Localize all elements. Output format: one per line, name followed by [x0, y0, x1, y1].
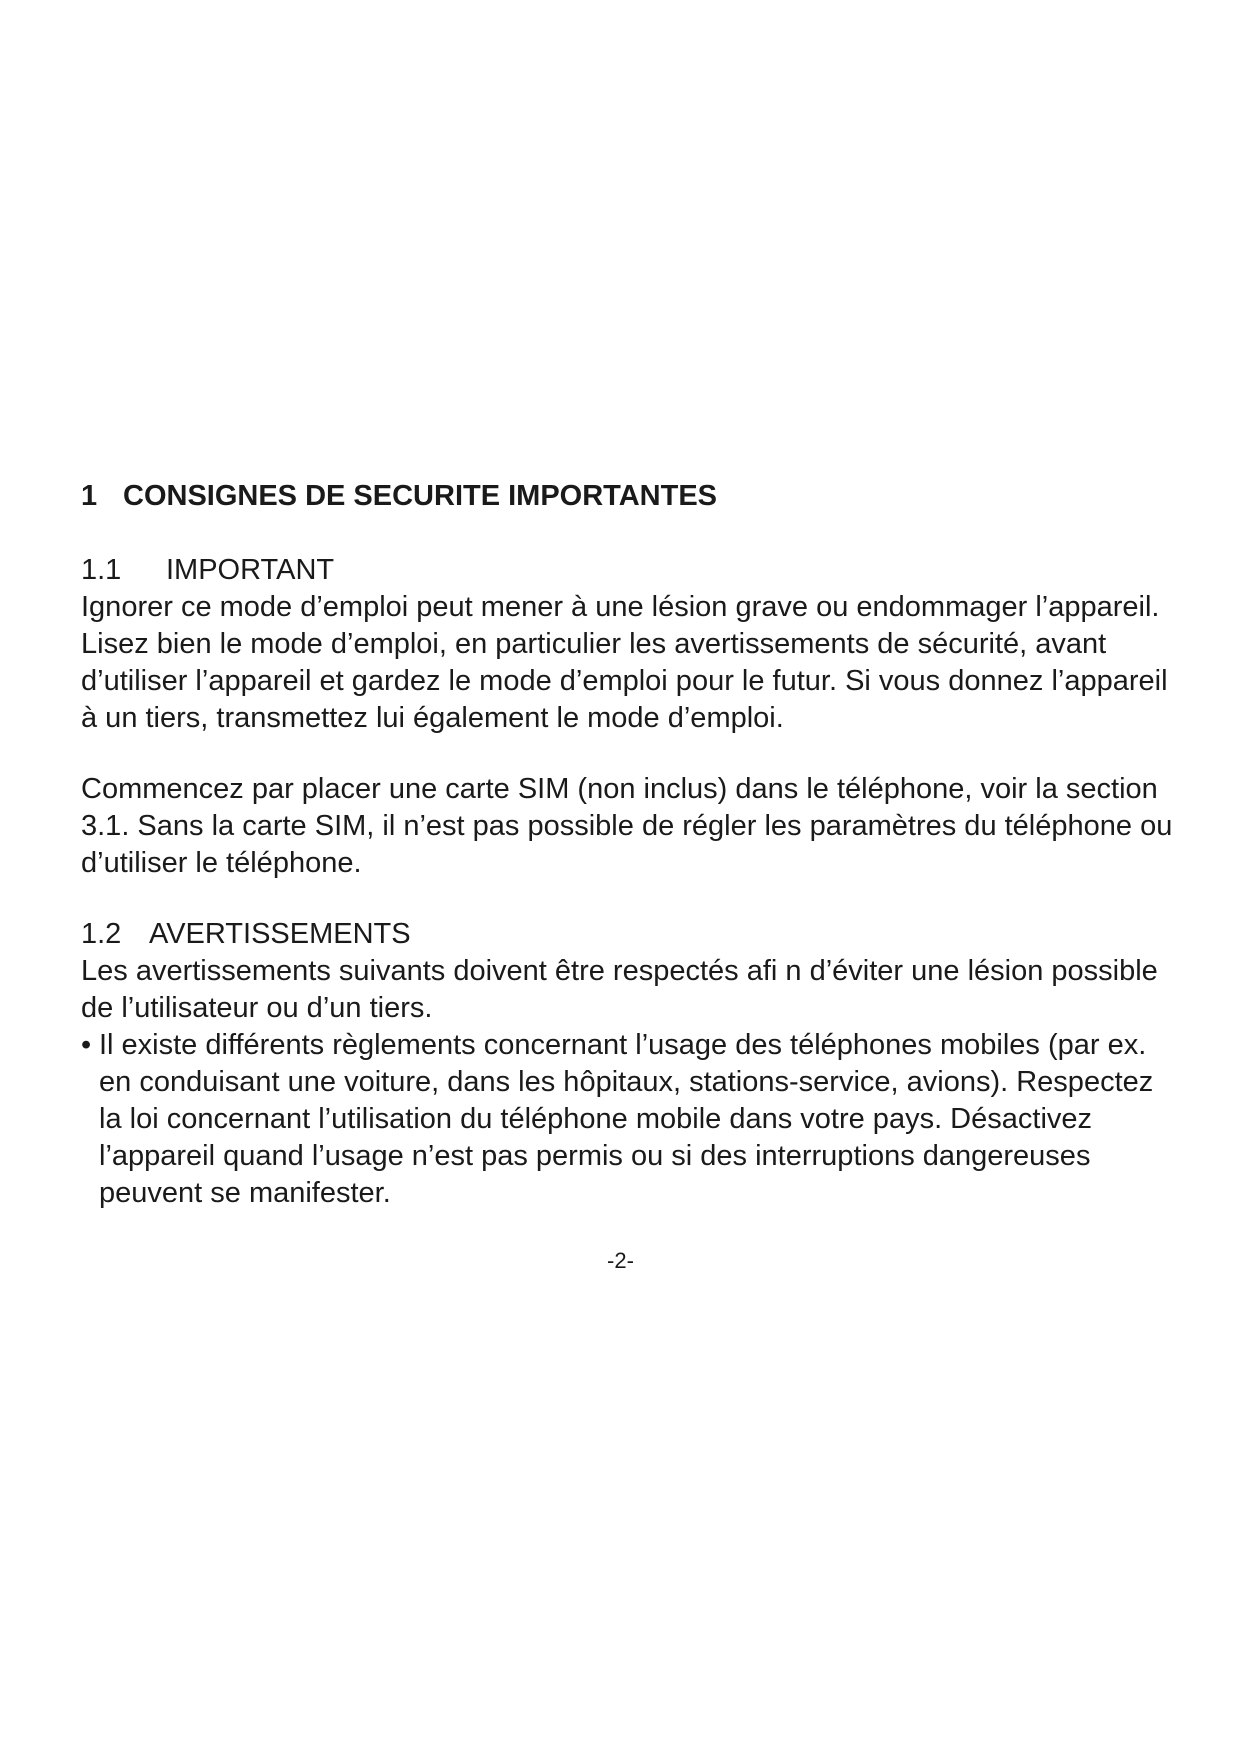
- warning-list-item: [81, 1027, 1181, 1212]
- chapter-heading: [81, 478, 1181, 515]
- section-1-1-paragraph-1: Ignorer ce mode d’emploi peut mener à une lésion grave ou endommager l’appareil. Lisez bien le mode d’emploi, en particulier les avertissements de sécurité, avant d’utiliser l’appareil et gardez le mode d’emploi pour le futur. Si vous donnez l’appareil à un tiers, transmettez lui également le mode d’emploi.: [81, 591, 1168, 734]
- section-1-1-title: IMPORTANT: [166, 554, 335, 586]
- bullet-symbol: •: [81, 1029, 92, 1061]
- section-1-2-number: 1.2: [81, 918, 122, 950]
- section-1-1-heading: [81, 552, 1181, 589]
- page-content: [81, 478, 1181, 1212]
- section-1-2-intro: Les avertissements suivants doivent être respectés afi n d’éviter une lésion possible de l’utilisateur ou d’un tiers.: [81, 955, 1158, 1024]
- section-1-2-title: AVERTISSEMENTS: [149, 918, 411, 950]
- chapter-number: 1: [81, 480, 98, 512]
- page-number: -2-: [607, 1248, 634, 1273]
- section-1-2-heading: [81, 916, 1181, 953]
- section-1-1-number: 1.1: [81, 554, 122, 586]
- section-1-1-paragraph-2: Commencez par placer une carte SIM (non inclus) dans le téléphone, voir la section 3.1. Sans la carte SIM, il n’est pas possible de régler les paramètres du téléphone ou d’utiliser le téléphone.: [81, 773, 1173, 879]
- chapter-title: CONSIGNES DE SECURITE IMPORTANTES: [123, 480, 718, 512]
- warning-text: Il existe différents règlements concernant l’usage des téléphones mobiles (par ex. en conduisant une voiture, dans les hôpitaux, stations-service, avions). Respectez la loi concernant l’utilisation du téléphone mobile dans votre pays. Désactivez l’appareil quand l’usage n’est pas permis ou si des interruptions dangereuses peuvent se manifester.: [99, 1029, 1154, 1209]
